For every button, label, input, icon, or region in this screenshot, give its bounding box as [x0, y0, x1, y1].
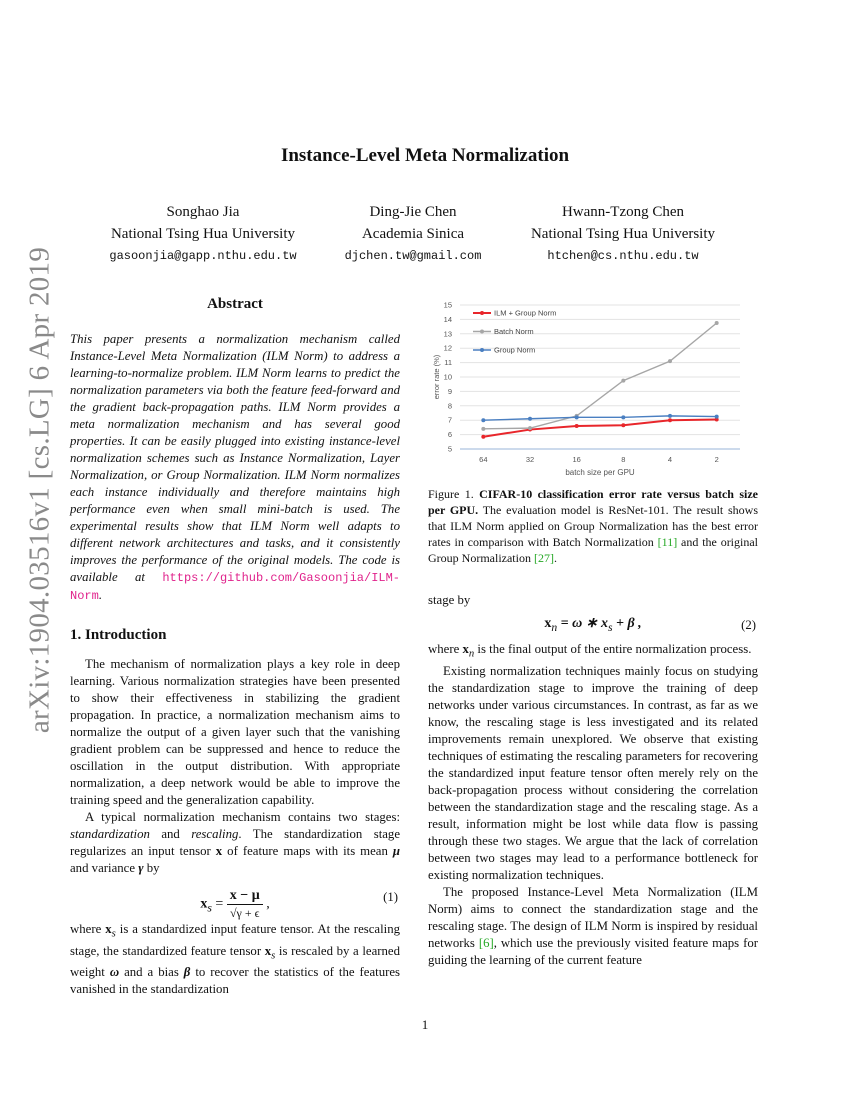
y-tick-label: 9	[447, 386, 452, 396]
legend-marker	[480, 330, 484, 334]
data-point	[481, 418, 485, 422]
legend-label: Batch Norm	[494, 327, 534, 336]
author-name: Hwann-Tzong Chen	[561, 204, 685, 220]
data-point	[575, 415, 579, 419]
x-tick-label: 16	[572, 455, 581, 464]
equation-2: $x_n = \omega$ ∗ $x_s + \beta$ , (2)	[544, 616, 756, 634]
data-point	[528, 417, 532, 421]
data-point	[668, 359, 672, 363]
data-point	[481, 427, 485, 431]
series-line	[483, 323, 716, 429]
author-block	[313, 201, 513, 267]
y-tick-label: 11	[444, 358, 452, 368]
data-point	[621, 415, 625, 419]
arxiv-stamp: arXiv:1904.03516v1 [cs.LG] 6 Apr 2019	[23, 246, 56, 734]
author-name: Ding-Jie Chen	[369, 204, 457, 220]
paragraph: where $x_s$ is a standardized input feature tensor. At the rescaling stage, the standardized feature tensor $x_s$ is rescaled by a learned weight ω and a bias β to recover the statistics of the features vanished in the standardization	[70, 922, 401, 997]
data-point	[668, 418, 672, 422]
data-point	[481, 435, 485, 439]
error-rate-chart	[425, 297, 760, 477]
x-tick-label: 4	[667, 455, 673, 464]
y-tick-label: 12	[443, 343, 452, 353]
legend-label: ILM + Group Norm	[494, 308, 557, 318]
legend-label: Group Norm	[494, 345, 536, 355]
paragraph: The proposed Instance-Level Meta Normalization (ILM Norm) aims to connect the standardization stage and the rescaling stage. The design of ILM Norm is inspired by residual networks [6], which use the previously visited feature maps for guiding the learning of the current feature	[428, 884, 758, 967]
paragraph: A typical normalization mechanism contains two stages: standardization and rescaling. The standardization stage regularizes an input tensor x of feature maps with its mean μ and variance γ by	[70, 810, 401, 875]
data-point	[575, 424, 579, 428]
x-axis-label: batch size per GPU	[565, 468, 635, 477]
abstract-body	[70, 331, 400, 605]
author-email[interactable]: htchen@cs.nthu.edu.tw	[547, 249, 699, 263]
data-point	[621, 379, 625, 383]
author-email[interactable]: djchen.tw@gmail.com	[344, 249, 482, 263]
abstract-text: This paper presents a normalization mechanism called Instance-Level Meta Normalization (ILM Norm) to address a learning-to-normalize problem. ILM Norm learns to predict the normalization parameters via both the feature feed-forward and the gradient back-propagation paths. ILM Norm provides a meta normalization mechanism and has several good properties. It can be easily plugged into existing instance-level normalization schemes such as Instance Normalization, Layer Normalization, or Group Normalization. ILM Norm normalizes each instance individually and therefore maintains high performance even when small mini-batch is used. The experimental results show that ILM Norm well adapts to different network architectures and tasks, and it consistently improves the performance of the original models. The code is available at	[70, 332, 400, 584]
x-tick-label: 2	[714, 455, 719, 464]
author-block	[503, 201, 743, 267]
code-link[interactable]: https://github.com/Gasoonjia/ILM-Norm	[70, 571, 400, 603]
author-block	[83, 201, 323, 267]
y-tick-label: 8	[447, 401, 452, 411]
paragraph: stage by	[428, 593, 471, 607]
y-axis-label: error rate (%)	[432, 354, 441, 400]
section-heading: 1. Introduction	[70, 627, 167, 643]
right-column	[428, 592, 758, 969]
author-affiliation: National Tsing Hua University	[530, 226, 716, 242]
citation-link[interactable]: [11]	[657, 535, 678, 549]
paragraph: The mechanism of normalization plays a key role in deep learning. Various normalization strategies have been presented to show their effectiveness in stabilizing the gradient propagation. In practice, a normalization mechanism aims to normalize the output of a given layer such that the vanishing gradient problem can be suppressed and hence to reduce the oscillation in the output distribution. With appropriate normalization, a deep network would be able to improve the training speed and the generalization capability.	[70, 657, 400, 807]
legend-marker	[480, 348, 484, 352]
y-tick-label: 5	[447, 444, 452, 454]
y-tick-label: 15	[443, 300, 452, 310]
author-name: Songhao Jia	[166, 204, 240, 220]
paragraph: Existing normalization techniques mainly focus on studying the standardization stage to improve the training of deep networks under various circumstances. In contrast, as far as we know, the rescaling stage is less investigated and its related improvements remain unexplored. We observe that existing techniques of estimating the rescaling parameters for recovering the standardized input feature tensor often merely rely on the back-propagation process without considering the correlation between the standardization stage and the rescaling stage. As a result, information might be lost while data flow is passing through these two stages. We argue that the lack of correlation between two stages may lead to a performance bottleneck for existing normalization techniques.	[428, 663, 758, 882]
intro-column	[70, 656, 400, 998]
legend-marker	[480, 311, 484, 315]
citation-link[interactable]: [6]	[478, 935, 494, 950]
abstract-heading: Abstract	[207, 296, 263, 312]
y-tick-label: 10	[443, 372, 452, 382]
x-tick-label: 32	[525, 455, 535, 464]
author-affiliation: Academia Sinica	[361, 226, 465, 242]
figure-caption: Figure 1. CIFAR-10 classification error rate versus batch size per GPU. The evaluation model is ResNet-101. The result shows that ILM Norm applied on Group Normalization has the best error rates in comparison with Batch Normalization [11] and the original Group Normalization [27].	[428, 487, 759, 565]
data-point	[668, 414, 672, 418]
x-tick-label: 8	[621, 455, 626, 464]
equation-number: (2)	[741, 618, 756, 632]
author-affiliation: National Tsing Hua University	[110, 226, 296, 242]
equation-1: $x_s$ = $\frac{x - \mu}{√\gamma + \epsilon}$ , (1)	[200, 888, 398, 920]
punctuation: .	[98, 588, 103, 602]
y-tick-label: 6	[447, 430, 452, 440]
paper-title: Instance-Level Meta Normalization	[280, 145, 570, 166]
data-point	[621, 423, 625, 427]
citation-link[interactable]: [27]	[533, 551, 554, 565]
data-point	[715, 321, 719, 325]
y-tick-label: 13	[443, 329, 452, 339]
x-tick-label: 64	[479, 455, 488, 464]
y-tick-label: 14	[443, 314, 452, 324]
page-number: 1	[421, 1017, 429, 1032]
data-point	[528, 426, 532, 430]
y-tick-label: 7	[447, 415, 452, 425]
paragraph: where $x_n$ is the final output of the entire normalization process.	[428, 642, 752, 660]
equation-number: (1)	[383, 890, 398, 904]
data-point	[715, 415, 719, 419]
author-email[interactable]: gasoonjia@gapp.nthu.edu.tw	[109, 249, 297, 263]
